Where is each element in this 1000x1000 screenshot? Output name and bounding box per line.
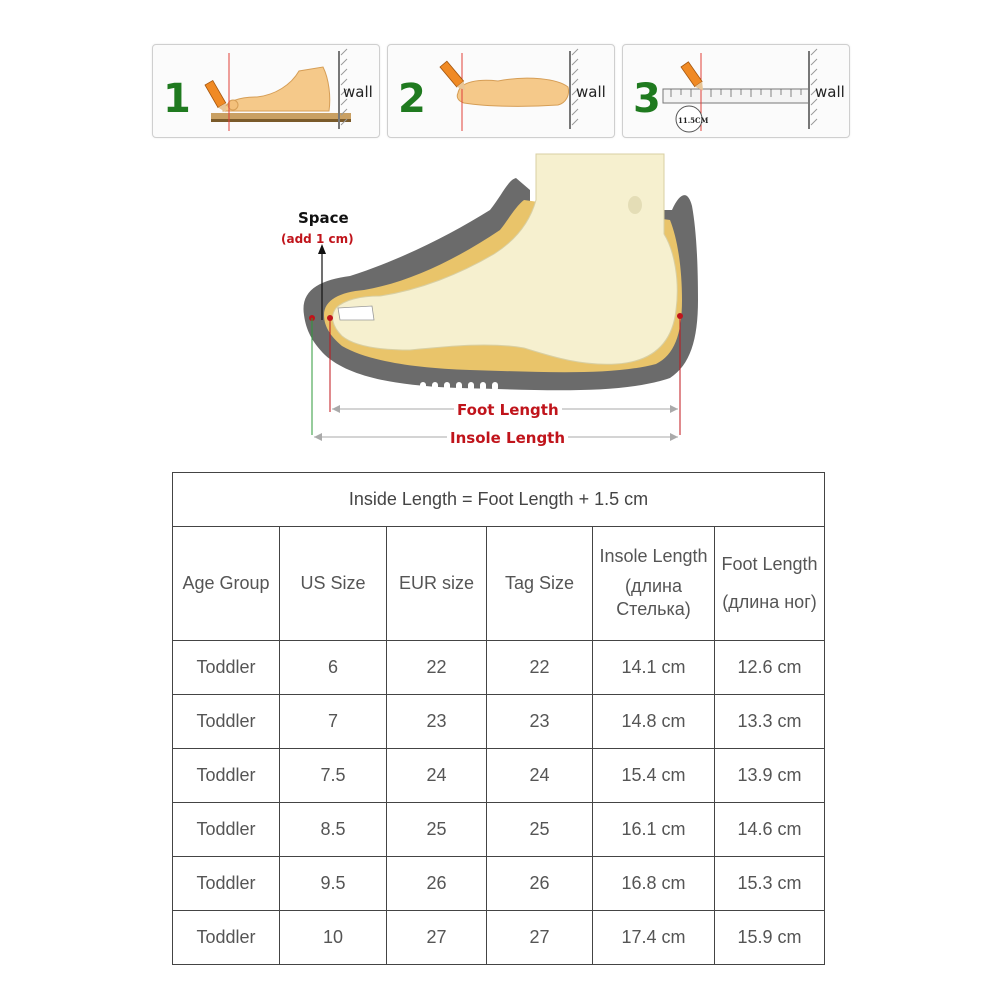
- cell-insole-length: 14.1 cm: [593, 641, 715, 695]
- foot-side-shape: [223, 67, 330, 111]
- step-2-card: [387, 44, 615, 138]
- cell-foot-length: 12.6 cm: [715, 641, 825, 695]
- header-tag-size: Tag Size: [487, 527, 593, 641]
- cell-foot-length: 13.3 cm: [715, 695, 825, 749]
- cell-insole-length: 15.4 cm: [593, 749, 715, 803]
- shoe-measure-diagram: [280, 150, 720, 450]
- header-foot-length-ru: (длина ног): [722, 591, 817, 612]
- header-eur-size: EUR size: [387, 527, 487, 641]
- space-label: Space: [298, 209, 349, 227]
- cell-us-size: 7.5: [280, 749, 387, 803]
- formula-row: [173, 473, 825, 527]
- header-insole-length-en: Insole Length: [599, 546, 708, 567]
- wall-label: wall: [343, 83, 373, 101]
- space-note: (add 1 cm): [281, 232, 354, 246]
- cell-tag-size: 27: [487, 911, 593, 965]
- cell-us-size: 6: [280, 641, 387, 695]
- cell-tag-size: 25: [487, 803, 593, 857]
- cell-eur-size: 23: [387, 695, 487, 749]
- table-row: [173, 911, 825, 965]
- cell-insole-length: 14.8 cm: [593, 695, 715, 749]
- cell-eur-size: 25: [387, 803, 487, 857]
- foot-length-label: Foot Length: [454, 401, 562, 419]
- table-row: [173, 749, 825, 803]
- header-us-size: US Size: [280, 527, 387, 641]
- cell-insole-length: 16.1 cm: [593, 803, 715, 857]
- header-insole-length: [593, 527, 715, 641]
- table-row: [173, 695, 825, 749]
- cell-age-group: Toddler: [173, 695, 280, 749]
- ruler-badge-text: 11.5CM: [678, 116, 709, 125]
- table-row: [173, 641, 825, 695]
- table-row: [173, 857, 825, 911]
- cell-age-group: Toddler: [173, 803, 280, 857]
- cell-insole-length: 16.8 cm: [593, 857, 715, 911]
- step-number: 1: [163, 76, 191, 122]
- step-1-card: [152, 44, 380, 138]
- header-foot-length: [715, 527, 825, 641]
- cell-us-size: 10: [280, 911, 387, 965]
- cell-us-size: 7: [280, 695, 387, 749]
- wall-label: wall: [815, 83, 845, 101]
- table-header-row: [173, 527, 825, 641]
- cell-foot-length: 13.9 cm: [715, 749, 825, 803]
- step-number: 3: [633, 76, 661, 122]
- foot-top-shape: [457, 78, 568, 106]
- cell-age-group: Toddler: [173, 641, 280, 695]
- cell-us-size: 9.5: [280, 857, 387, 911]
- size-chart-table: [172, 472, 825, 965]
- cell-tag-size: 24: [487, 749, 593, 803]
- cell-foot-length: 15.9 cm: [715, 911, 825, 965]
- cell-eur-size: 24: [387, 749, 487, 803]
- cell-tag-size: 23: [487, 695, 593, 749]
- cell-tag-size: 26: [487, 857, 593, 911]
- step-number: 2: [398, 76, 426, 122]
- cell-insole-length: 17.4 cm: [593, 911, 715, 965]
- cell-eur-size: 27: [387, 911, 487, 965]
- pencil-icon: [440, 61, 469, 93]
- header-insole-length-ru: (длина Стелька): [616, 575, 691, 620]
- header-age-group: Age Group: [173, 527, 280, 641]
- cell-age-group: Toddler: [173, 857, 280, 911]
- foot-shape: [333, 154, 678, 364]
- cell-us-size: 8.5: [280, 803, 387, 857]
- insole-length-label: Insole Length: [447, 429, 568, 447]
- cell-eur-size: 26: [387, 857, 487, 911]
- cell-tag-size: 22: [487, 641, 593, 695]
- ruler-icon: [663, 89, 809, 103]
- cell-eur-size: 22: [387, 641, 487, 695]
- step-3-card: [622, 44, 850, 138]
- header-foot-length-en: Foot Length: [721, 554, 818, 575]
- formula-cell: Inside Length = Foot Length + 1.5 cm: [173, 473, 825, 527]
- table-row: [173, 803, 825, 857]
- cell-foot-length: 15.3 cm: [715, 857, 825, 911]
- wall-label: wall: [576, 83, 606, 101]
- cell-foot-length: 14.6 cm: [715, 803, 825, 857]
- cell-age-group: Toddler: [173, 911, 280, 965]
- cell-age-group: Toddler: [173, 749, 280, 803]
